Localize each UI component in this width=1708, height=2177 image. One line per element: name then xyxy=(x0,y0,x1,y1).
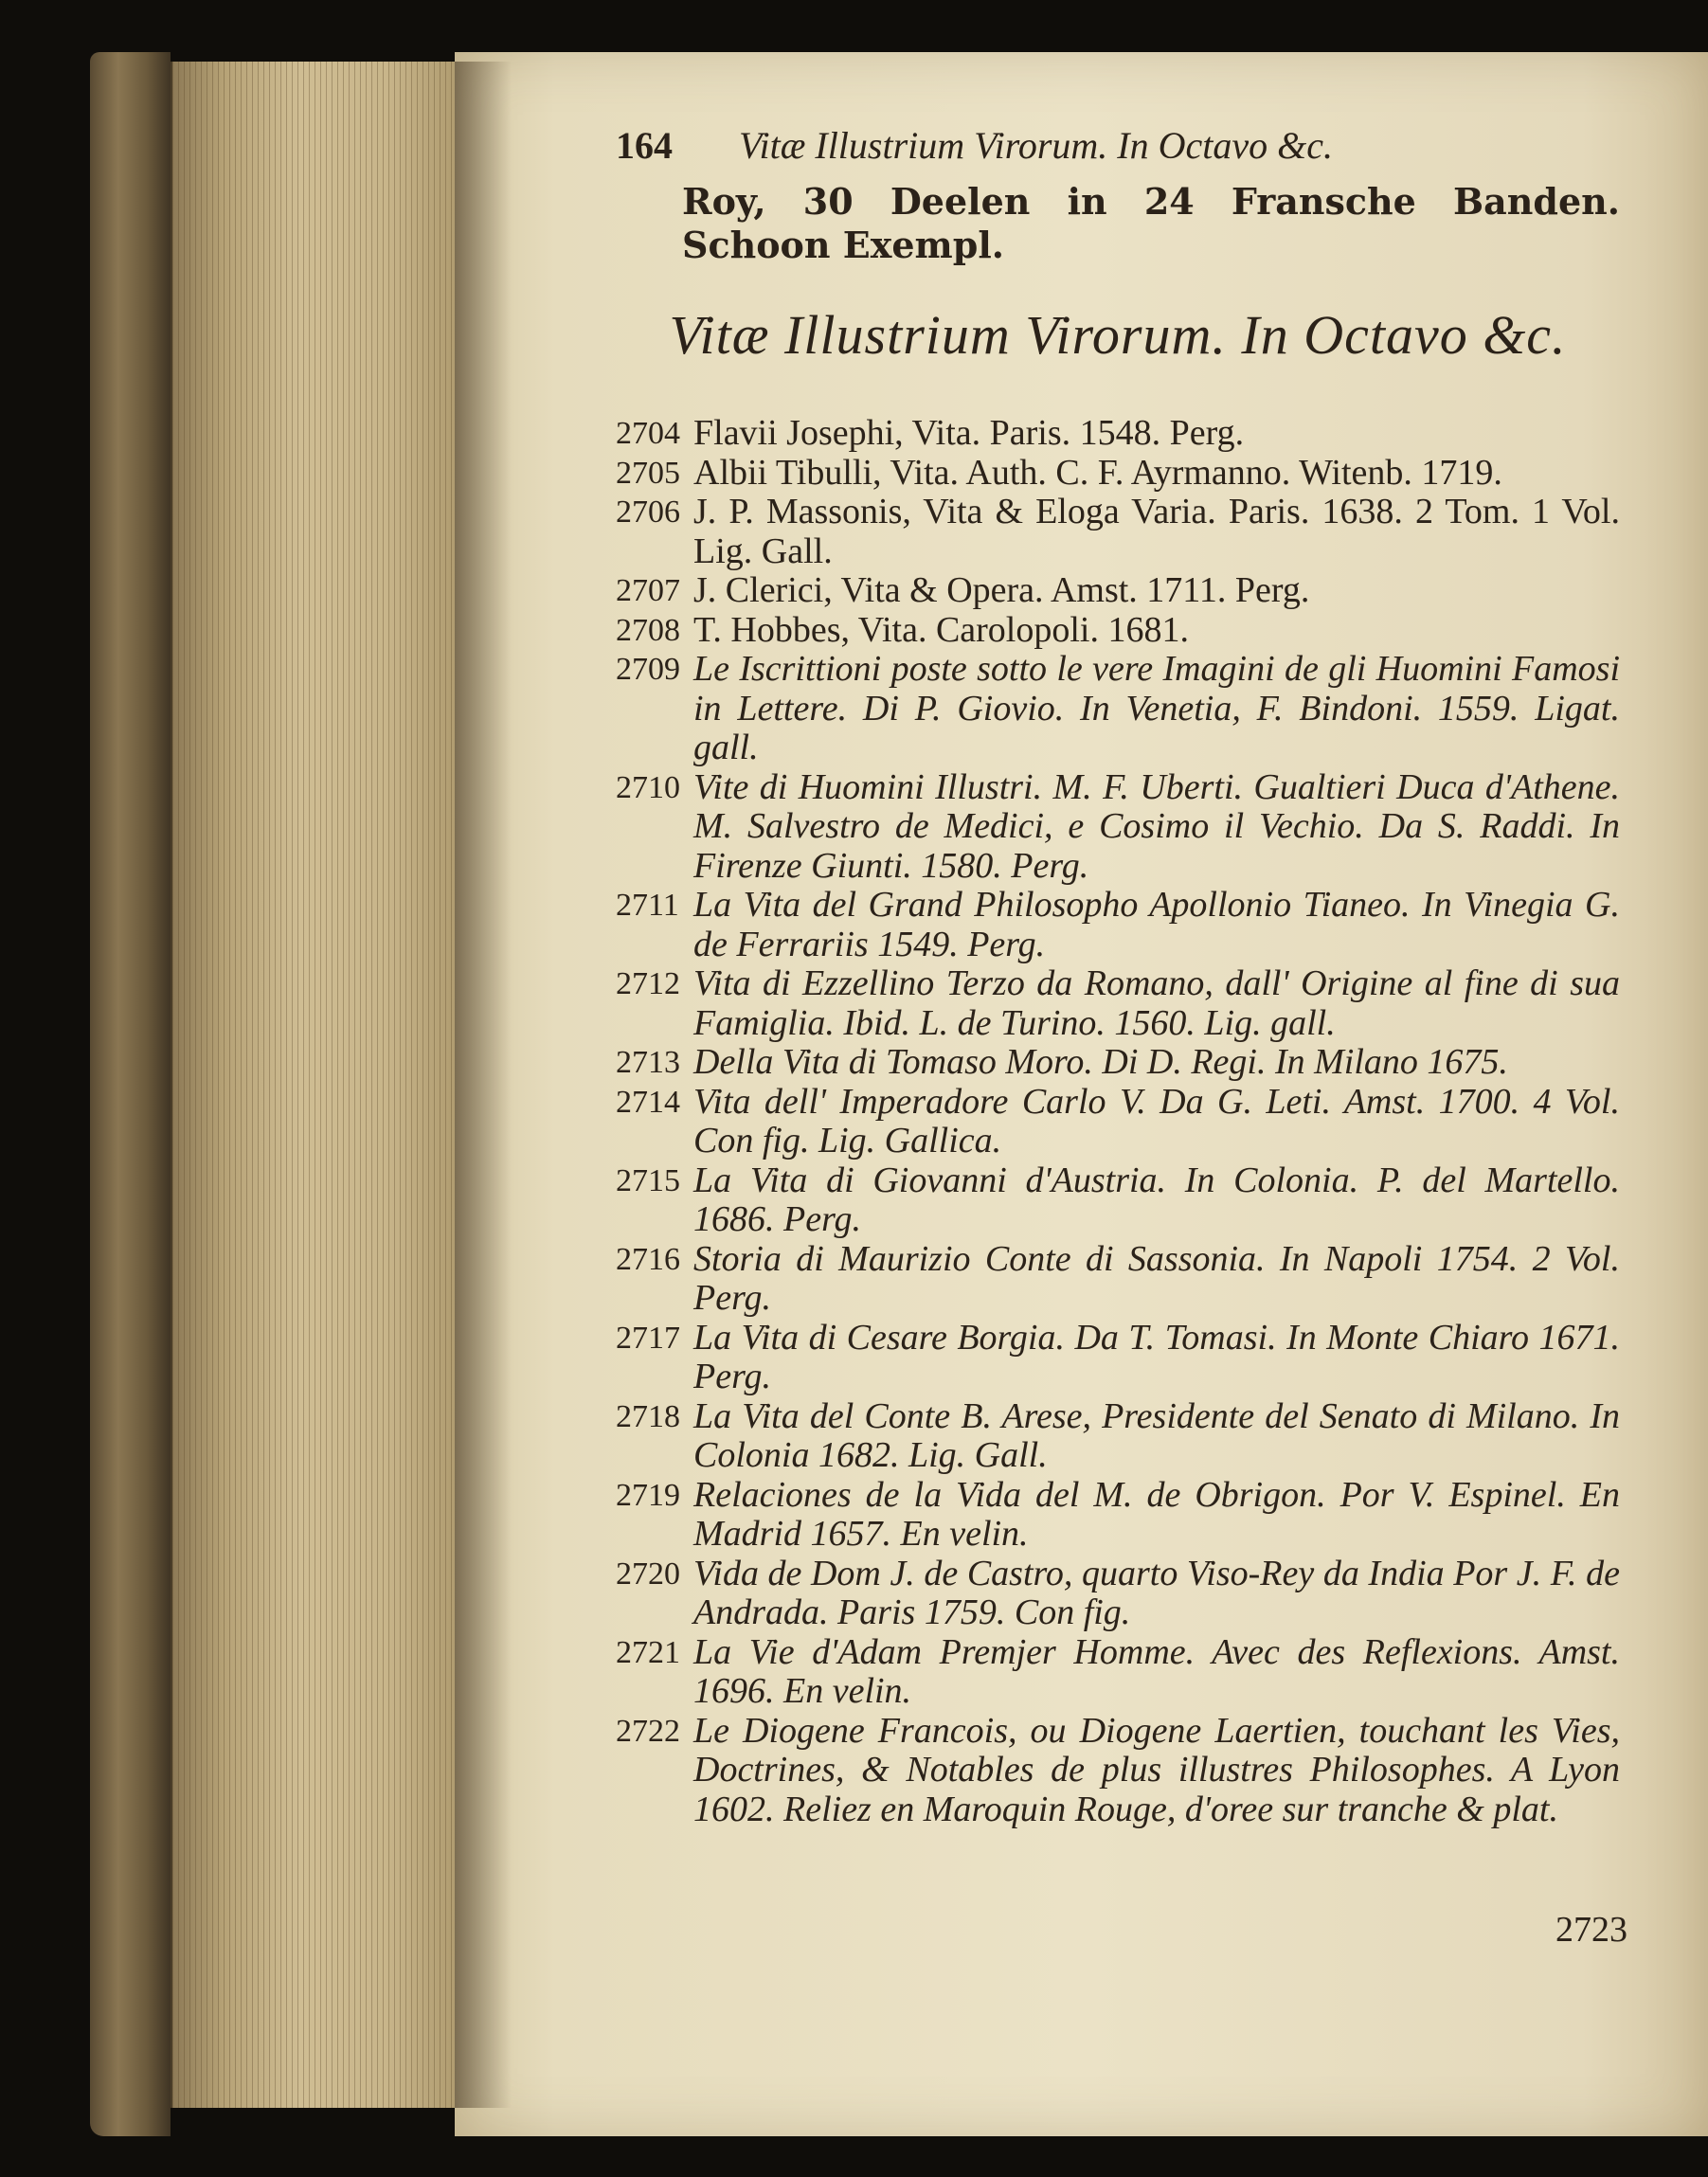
catalogue-entry xyxy=(616,611,1620,651)
page-text xyxy=(616,123,1620,1829)
book xyxy=(90,52,1708,2136)
entry-number: 2720 xyxy=(616,1556,680,1592)
catalogue-entries xyxy=(616,414,1620,1829)
entry-number: 2719 xyxy=(616,1477,680,1513)
entry-text: La Vie d'Adam Premjer Homme. Avec des Reflexions. Amst. 1696. En velin. xyxy=(693,1631,1620,1711)
entry-number: 2707 xyxy=(616,573,680,608)
entry-number: 2712 xyxy=(616,966,680,1001)
entry-number: 2710 xyxy=(616,769,680,805)
catalogue-entry xyxy=(616,1712,1620,1830)
entry-text: Albii Tibulli, Vita. Auth. C. F. Ayrmanno. Witenb. 1719. xyxy=(693,452,1502,493)
running-title: Vitæ Illustrium Virorum. In Octavo &c. xyxy=(739,124,1333,167)
catalogue-entry xyxy=(616,1555,1620,1633)
entry-number: 2711 xyxy=(616,888,679,923)
entry-number: 2705 xyxy=(616,455,680,491)
entry-number: 2715 xyxy=(616,1162,680,1198)
catalogue-entry xyxy=(616,650,1620,768)
entry-number: 2713 xyxy=(616,1045,680,1080)
gutter-shadow xyxy=(455,62,512,2108)
entry-text: T. Hobbes, Vita. Carolopoli. 1681. xyxy=(693,609,1189,650)
catalogue-entry xyxy=(616,493,1620,571)
entry-number: 2717 xyxy=(616,1320,680,1356)
catalogue-entry xyxy=(616,571,1620,611)
entry-text: Vite di Huomini Illustri. M. F. Uberti. Gualtieri Duca d'Athene. M. Salvestro de Medici, e Cosimo il Vechio. Da S. Raddi. In Firenze Giunti. 1580. Perg. xyxy=(693,766,1620,886)
entry-number: 2721 xyxy=(616,1634,680,1670)
entry-text: La Vita di Cesare Borgia. Da T. Tomasi. In Monte Chiaro 1671. Perg. xyxy=(693,1317,1620,1396)
catalogue-entry xyxy=(616,1240,1620,1319)
book-cover-edge xyxy=(90,52,171,2136)
catalogue-entry xyxy=(616,1476,1620,1555)
entry-number: 2722 xyxy=(616,1713,680,1749)
catalogue-entry xyxy=(616,414,1620,454)
entry-text: Flavii Josephi, Vita. Paris. 1548. Perg. xyxy=(693,413,1245,453)
page-number: 164 xyxy=(616,124,673,167)
entry-text: La Vita del Conte B. Arese, Presidente del Senato di Milano. In Colonia 1682. Lig. Gall. xyxy=(693,1395,1620,1475)
entry-number: 2709 xyxy=(616,652,680,687)
entry-text: Vita di Ezzellino Terzo da Romano, dall' Origine al fine di sua Famiglia. Ibid. L. de Turino. 1560. Lig. gall. xyxy=(693,963,1620,1043)
catalogue-entry xyxy=(616,1161,1620,1240)
catalogue-entry xyxy=(616,454,1620,494)
catalogue-entry xyxy=(616,1397,1620,1476)
entry-number: 2708 xyxy=(616,612,680,648)
catalogue-entry xyxy=(616,1083,1620,1161)
catalogue-entry xyxy=(616,886,1620,964)
page-block-edge xyxy=(171,62,457,2108)
entry-text: Le Iscrittioni poste sotto le vere Imagini de gli Huomini Famosi in Lettere. Di P. Giovio. In Venetia, F. Bindoni. 1559. Ligat. gall. xyxy=(693,649,1620,767)
catalogue-entry xyxy=(616,964,1620,1043)
catalogue-entry xyxy=(616,768,1620,887)
entry-text: J. P. Massonis, Vita & Eloga Varia. Paris. 1638. 2 Tom. 1 Vol. Lig. Gall. xyxy=(693,492,1620,571)
catalogue-entry xyxy=(616,1043,1620,1083)
entry-text: La Vita del Grand Philosopho Apollonio Tianeo. In Vinegia G. de Ferrariis 1549. Perg. xyxy=(693,885,1620,964)
section-heading: Vitæ Illustrium Virorum. In Octavo &c. xyxy=(669,304,1567,366)
continuation-text: Roy, 30 Deelen in 24 Fransche Banden. Schoon Exempl. xyxy=(682,180,1620,266)
entry-number: 2714 xyxy=(616,1084,680,1120)
entry-text: Le Diogene Francois, ou Diogene Laertien, touchant les Vies, Doctrines, & Notables de plus illustres Philosophes. A Lyon 1602. Reliez en Maroquin Rouge, d'oree sur tranche & plat. xyxy=(693,1710,1620,1829)
entry-number: 2718 xyxy=(616,1398,680,1434)
catalogue-entry xyxy=(616,1319,1620,1397)
entry-number: 2716 xyxy=(616,1241,680,1277)
running-head xyxy=(616,123,1620,180)
entry-text: Vita dell' Imperadore Carlo V. Da G. Leti. Amst. 1700. 4 Vol. Con fig. Lig. Gallica. xyxy=(693,1081,1620,1160)
catalogue-entry xyxy=(616,1633,1620,1712)
entry-text: Vida de Dom J. de Castro, quarto Viso-Rey da India Por J. F. de Andrada. Paris 1759. Con fig. xyxy=(693,1553,1620,1632)
entry-text: Storia di Maurizio Conte di Sassonia. In Napoli 1754. 2 Vol. Perg. xyxy=(693,1238,1620,1318)
entry-text: Della Vita di Tomaso Moro. Di D. Regi. In Milano 1675. xyxy=(693,1042,1508,1082)
entry-text: J. Clerici, Vita & Opera. Amst. 1711. Perg. xyxy=(693,570,1310,610)
book-page xyxy=(455,52,1708,2136)
entry-number: 2706 xyxy=(616,495,680,530)
catchword: 2723 xyxy=(1555,1910,1627,1950)
entry-text: Relaciones de la Vida del M. de Obrigon. Por V. Espinel. En Madrid 1657. En velin. xyxy=(693,1474,1620,1554)
entry-number: 2704 xyxy=(616,416,680,451)
entry-text: La Vita di Giovanni d'Austria. In Colonia. P. del Martello. 1686. Perg. xyxy=(693,1160,1620,1239)
